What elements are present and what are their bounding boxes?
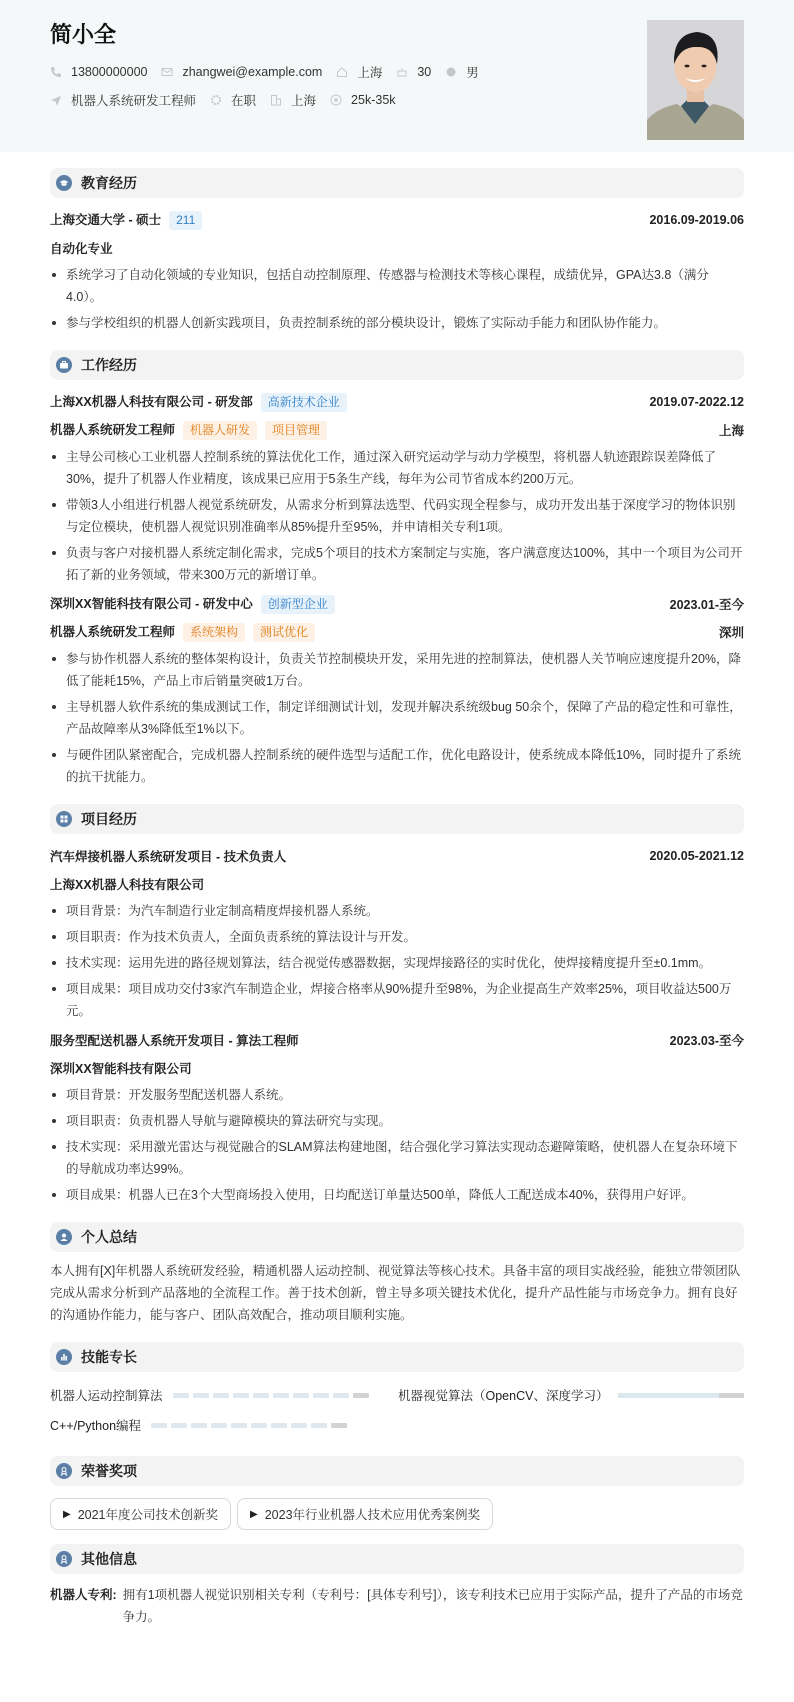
job-city: 上海 <box>718 424 744 438</box>
list-item: 技术实现：运用先进的路径规划算法，结合视觉传感器数据，实现焊接路径的实时优化，使焊接精度提升至±0.1mm。 <box>50 952 744 974</box>
job-entry <box>50 388 744 586</box>
job-role <box>50 420 327 440</box>
section-title: 技能专长 <box>81 1349 137 1365</box>
graduation-cap-icon <box>56 175 72 191</box>
level-dot <box>271 1423 287 1428</box>
section-header-awards <box>50 1456 744 1486</box>
project-entry <box>50 842 744 1022</box>
other-info-label: 机器人专利: <box>50 1588 117 1602</box>
skill-level-dots <box>151 1423 351 1428</box>
profile-photo <box>647 20 744 140</box>
job-role <box>50 622 315 642</box>
education-major-row <box>50 234 744 262</box>
level-dot <box>313 1393 329 1398</box>
role-tag: 机器人研发 <box>183 421 257 440</box>
gender-text: 男 <box>466 66 479 80</box>
phone-icon <box>50 66 62 78</box>
level-dot <box>191 1423 207 1428</box>
skill-level-bar <box>618 1393 744 1398</box>
section-title: 其他信息 <box>81 1551 137 1567</box>
company-name <box>50 392 347 412</box>
gender-icon <box>445 66 457 78</box>
status-info <box>210 91 256 109</box>
section-header-skills <box>50 1342 744 1372</box>
section-header-projects <box>50 804 744 834</box>
skills-list <box>50 1380 744 1440</box>
project-company-row <box>50 1054 744 1082</box>
job-role-row <box>50 416 744 444</box>
level-dot-empty <box>353 1393 369 1398</box>
briefcase-icon <box>56 357 72 373</box>
section-header-summary <box>50 1222 744 1252</box>
home-city-text: 上海 <box>357 66 383 80</box>
section-title: 荣誉奖项 <box>81 1463 137 1479</box>
list-item: 主导机器人软件系统的集成测试工作，制定详细测试计划，发现并解决系统级bug 50余个，保障了产品的稳定性和可靠性，产品故障率从3%降低至1%以下。 <box>50 696 744 740</box>
home-icon <box>336 66 348 78</box>
section-header-education <box>50 168 744 198</box>
level-dot <box>333 1393 349 1398</box>
award-icon <box>56 1551 72 1567</box>
list-item: 主导公司核心工业机器人控制系统的算法优化工作，通过深入研究运动学与动力学模型，将机器人轨迹跟踪误差降低了30%，提升了机器人作业精度，该成果已应用于5条生产线，每年为公司节省成本约200万元。 <box>50 446 744 490</box>
award-item[interactable] <box>237 1498 493 1530</box>
award-name: 2021年度公司技术创新奖 <box>77 1508 219 1522</box>
level-dot <box>291 1423 307 1428</box>
job-role-row <box>50 618 744 646</box>
section-title: 项目经历 <box>81 811 137 827</box>
project-date: 2020.05-2021.12 <box>649 849 744 863</box>
level-dot <box>193 1393 209 1398</box>
list-item: 项目成果：项目成功交付3家汽车制造企业，焊接合格率从90%提升至98%，为企业提高生产效率25%，项目收益达500万元。 <box>50 978 744 1022</box>
awards-list <box>50 1498 744 1530</box>
skill-item <box>50 1380 398 1410</box>
mail-icon <box>161 66 173 78</box>
list-item: 负责与客户对接机器人系统定制化需求，完成5个项目的技术方案制定与实施，客户满意度达100%，其中一个项目为公司开拓了新的业务领域，带来300万元的新增订单。 <box>50 542 744 586</box>
salary-text: 25k-35k <box>351 93 396 107</box>
school-tag: 211 <box>169 211 202 230</box>
education-date: 2016.09-2019.06 <box>649 213 744 227</box>
building-icon <box>270 94 282 106</box>
list-item: 参与学校组织的机器人创新实践项目，负责控制系统的部分模块设计，锻炼了实际动手能力和团队协作能力。 <box>50 312 744 334</box>
company-text: 深圳XX智能科技有限公司 - 研发中心 <box>50 597 253 611</box>
job-bullets <box>50 446 744 586</box>
bar-chart-icon <box>56 1349 72 1365</box>
company-text: 上海XX机器人科技有限公司 - 研发部 <box>50 395 253 409</box>
section-header-other <box>50 1544 744 1574</box>
phone-text: 13800000000 <box>71 65 148 79</box>
education-school-row <box>50 206 744 234</box>
school-degree: 上海交通大学 - 硕士 <box>50 213 162 227</box>
level-dot <box>173 1393 189 1398</box>
job-company-row <box>50 388 744 416</box>
level-dot <box>293 1393 309 1398</box>
project-grid-icon <box>56 811 72 827</box>
list-item: 系统学习了自动化领域的专业知识，包括自动控制原理、传感器与检测技术等核心课程，成绩优异，GPA达3.8（满分4.0）。 <box>50 264 744 308</box>
project-name: 汽车焊接机器人系统研发项目 - 技术负责人 <box>50 850 287 864</box>
salary-icon <box>330 94 342 106</box>
skill-item <box>398 1380 744 1410</box>
level-dot <box>251 1423 267 1428</box>
project-date: 2023.03-至今 <box>669 1034 744 1048</box>
position-text: 机器人系统研发工程师 <box>71 94 197 108</box>
level-dot <box>151 1423 167 1428</box>
job-date: 2023.01-至今 <box>669 598 744 612</box>
list-item: 参与协作机器人系统的整体架构设计，负责关节控制模块开发，采用先进的控制算法，使机器人关节响应速度提升20%，降低了能耗15%，产品上市后销量突破1万台。 <box>50 648 744 692</box>
position-info <box>50 91 196 109</box>
project-bullets <box>50 1084 744 1206</box>
job-city: 深圳 <box>718 626 744 640</box>
project-name: 服务型配送机器人系统开发项目 - 算法工程师 <box>50 1034 299 1048</box>
list-item: 项目职责：作为技术负责人，全面负责系统的算法设计与开发。 <box>50 926 744 948</box>
bottom-spacer <box>50 1628 744 1638</box>
level-dot <box>253 1393 269 1398</box>
level-dot-empty <box>331 1423 347 1428</box>
role-tag: 项目管理 <box>265 421 327 440</box>
level-dot <box>233 1393 249 1398</box>
job-bullets <box>50 648 744 788</box>
award-item[interactable] <box>50 1498 231 1530</box>
send-icon <box>50 94 62 106</box>
gender-info <box>445 63 479 81</box>
education-bullets <box>50 264 744 334</box>
project-entry <box>50 1026 744 1206</box>
status-text: 在职 <box>231 94 257 108</box>
level-dot <box>211 1423 227 1428</box>
list-item: 带领3人小组进行机器人视觉系统研发，从需求分析到算法选型、代码实现全程参与，成功开发出基于深度学习的物体识别与定位模块，使机器人视觉识别准确率从85%提升至95%，并申请相关专利1项。 <box>50 494 744 538</box>
list-item: 项目职责：负责机器人导航与避障模块的算法研究与实现。 <box>50 1110 744 1132</box>
level-dot <box>311 1423 327 1428</box>
skill-name: 机器视觉算法（OpenCV、深度学习） <box>398 1389 609 1403</box>
project-company: 深圳XX智能科技有限公司 <box>50 1062 192 1076</box>
award-name: 2023年行业机器人技术应用优秀案例奖 <box>264 1508 481 1522</box>
user-icon <box>56 1229 72 1245</box>
skill-name: 机器人运动控制算法 <box>50 1389 163 1403</box>
salary-info <box>330 93 395 107</box>
triangle-right-icon: ▶ <box>250 1508 258 1520</box>
triangle-right-icon: ▶ <box>63 1508 71 1520</box>
level-dot <box>273 1393 289 1398</box>
level-dot <box>231 1423 247 1428</box>
work-city-text: 上海 <box>291 94 317 108</box>
home-info <box>336 63 382 81</box>
resume-body <box>0 168 794 1638</box>
skill-name: C++/Python编程 <box>50 1419 142 1433</box>
age-text: 30 <box>417 65 432 79</box>
resume-header <box>0 0 794 152</box>
age-info <box>396 65 431 79</box>
other-info-item <box>50 1584 744 1628</box>
candidate-name: 简小全 <box>50 22 117 47</box>
project-bullets <box>50 900 744 1022</box>
role-text: 机器人系统研发工程师 <box>50 625 176 639</box>
role-tag: 测试优化 <box>253 623 315 642</box>
company-name <box>50 594 335 614</box>
project-name-row <box>50 842 744 870</box>
project-name-row <box>50 1026 744 1054</box>
level-dot <box>213 1393 229 1398</box>
section-title: 工作经历 <box>81 357 137 373</box>
skill-level-dots <box>173 1393 373 1398</box>
email-info <box>161 65 322 79</box>
email-text: zhangwei@example.com <box>182 65 323 79</box>
project-company: 上海XX机器人科技有限公司 <box>50 878 205 892</box>
school-name <box>50 210 202 230</box>
job-company-row <box>50 590 744 618</box>
list-item: 项目背景：为汽车制造行业定制高精度焊接机器人系统。 <box>50 900 744 922</box>
major: 自动化专业 <box>50 242 113 256</box>
age-icon <box>396 66 408 78</box>
company-tag: 创新型企业 <box>261 595 335 614</box>
list-item: 与硬件团队紧密配合，完成机器人控制系统的硬件选型与适配工作，优化电路设计，使系统成本降低10%，同时提升了系统的抗干扰能力。 <box>50 744 744 788</box>
work-city-info <box>270 91 316 109</box>
skill-item <box>50 1410 398 1440</box>
phone-info <box>50 65 147 79</box>
section-title: 个人总结 <box>81 1229 137 1245</box>
job-entry <box>50 590 744 788</box>
other-info-text: 拥有1项机器人视觉识别相关专利（专利号：[具体专利号]），该专利技术已应用于实际产品，提升了产品的市场竞争力。 <box>122 1588 743 1624</box>
award-icon <box>56 1463 72 1479</box>
list-item: 项目成果：机器人已在3个大型商场投入使用，日均配送订单量达500单，降低人工配送成本40%，获得用户好评。 <box>50 1184 744 1206</box>
status-icon <box>210 94 222 106</box>
list-item: 项目背景：开发服务型配送机器人系统。 <box>50 1084 744 1106</box>
list-item: 技术实现：采用激光雷达与视觉融合的SLAM算法构建地图，结合强化学习算法实现动态避障策略，使机器人在复杂环境下的导航成功率达99%。 <box>50 1136 744 1180</box>
role-text: 机器人系统研发工程师 <box>50 423 176 437</box>
section-title: 教育经历 <box>81 175 137 191</box>
level-dot <box>171 1423 187 1428</box>
section-header-work <box>50 350 744 380</box>
summary-text: 本人拥有[X]年机器人系统研发经验，精通机器人运动控制、视觉算法等核心技术。具备丰富的项目实战经验，能独立带领团队完成从需求分析到产品落地的全流程工作。善于技术创新，曾主导多项关键技术优化，提升产品性能与市场竞争力。拥有良好的沟通协作能力，能与客户、团队高效配合，推动项目顺利实施。 <box>50 1264 741 1322</box>
project-company-row <box>50 870 744 898</box>
role-tag: 系统架构 <box>183 623 245 642</box>
job-date: 2019.07-2022.12 <box>649 395 744 409</box>
company-tag: 高新技术企业 <box>261 393 347 412</box>
